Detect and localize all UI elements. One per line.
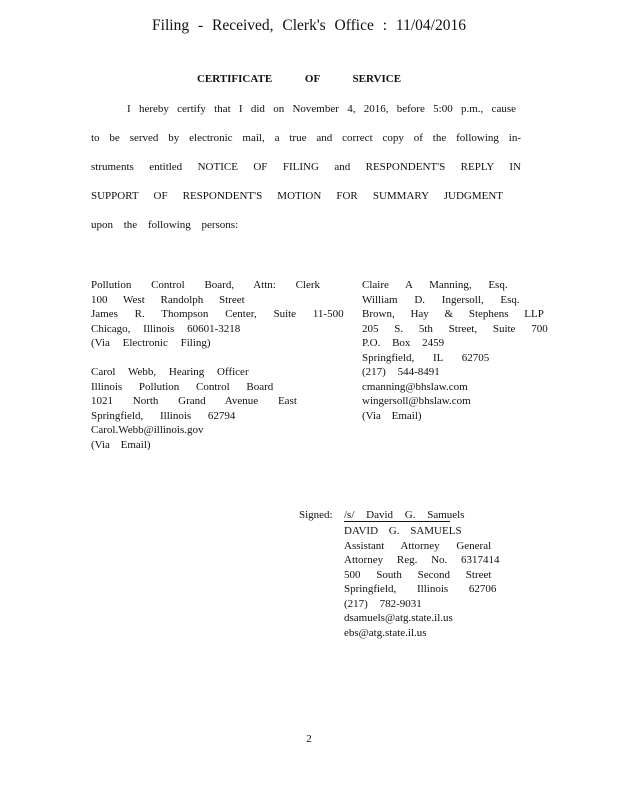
address-line: Brown, Hay & Stephens LLP: [362, 308, 544, 320]
address-line: William D. Ingersoll, Esq.: [362, 293, 520, 306]
address-line: James R. Thompson Center, Suite 11-500: [91, 308, 344, 320]
electronic-signature: /s/ David G. Samuels: [344, 509, 465, 521]
recipient-pollution-control-board: [91, 278, 344, 351]
address-line: Claire A Manning, Esq.: [362, 279, 508, 291]
body-line: I hereby certify that I did on November 4, 2016, before 5:00 p.m., cause: [127, 103, 516, 115]
filing-header: Filing - Received, Clerk's Office : 11/04/2016: [152, 17, 466, 34]
address-line: Carol.Webb@illinois.gov: [91, 424, 204, 436]
signed-label: Signed:: [299, 509, 333, 521]
signer-title: Assistant Attorney General: [344, 539, 492, 552]
body-line: struments entitled NOTICE OF FILING and RESPONDENT'S REPLY IN: [91, 161, 521, 173]
recipient-hearing-officer: [91, 365, 297, 452]
signer-reg-no: Attorney Reg. No. 6317414: [344, 554, 500, 566]
recipient-brown-hay-stephens: [362, 278, 548, 423]
signer-name: DAVID G. SAMUELS: [344, 525, 462, 537]
address-line: Carol Webb, Hearing Officer: [91, 366, 249, 378]
email-address: dsamuels@atg.state.il.us: [344, 612, 453, 624]
address-line: Springfield, Illinois 62706: [344, 583, 497, 595]
address-line: (Via Email): [91, 438, 151, 451]
address-line: Springfield, IL 62705: [362, 351, 490, 364]
address-line: Illinois Pollution Control Board: [91, 380, 274, 393]
body-line: SUPPORT OF RESPONDENT'S MOTION FOR SUMMARY JUDGMENT: [91, 190, 503, 202]
address-line: (217) 544-8491: [362, 366, 440, 378]
address-line: Pollution Control Board, Attn: Clerk: [91, 279, 321, 291]
address-line: P.O. Box 2459: [362, 337, 445, 349]
email-address: cmanning@bhslaw.com: [362, 380, 468, 393]
address-line: (Via Email): [362, 409, 422, 422]
email-address: ebs@atg.state.il.us: [344, 626, 427, 639]
signature-block: [344, 524, 500, 640]
address-line: (Via Electronic Filing): [91, 337, 211, 349]
address-line: 100 West Randolph Street: [91, 293, 245, 306]
address-line: 205 S. 5th Street, Suite 700: [362, 322, 548, 335]
body-line: upon the following persons:: [91, 219, 239, 231]
address-line: Springfield, Illinois 62794: [91, 409, 236, 422]
address-line: (217) 782-9031: [344, 597, 422, 610]
body-line: to be served by electronic mail, a true and correct copy of the following in-: [91, 132, 521, 144]
page-number: 2: [306, 733, 312, 745]
address-line: 500 South Second Street: [344, 568, 492, 581]
address-line: 1021 North Grand Avenue East: [91, 395, 297, 407]
email-address: wingersoll@bhslaw.com: [362, 395, 471, 407]
address-line: Chicago, Illinois 60601-3218: [91, 322, 241, 335]
document-title: CERTIFICATE OF SERVICE: [196, 73, 402, 85]
